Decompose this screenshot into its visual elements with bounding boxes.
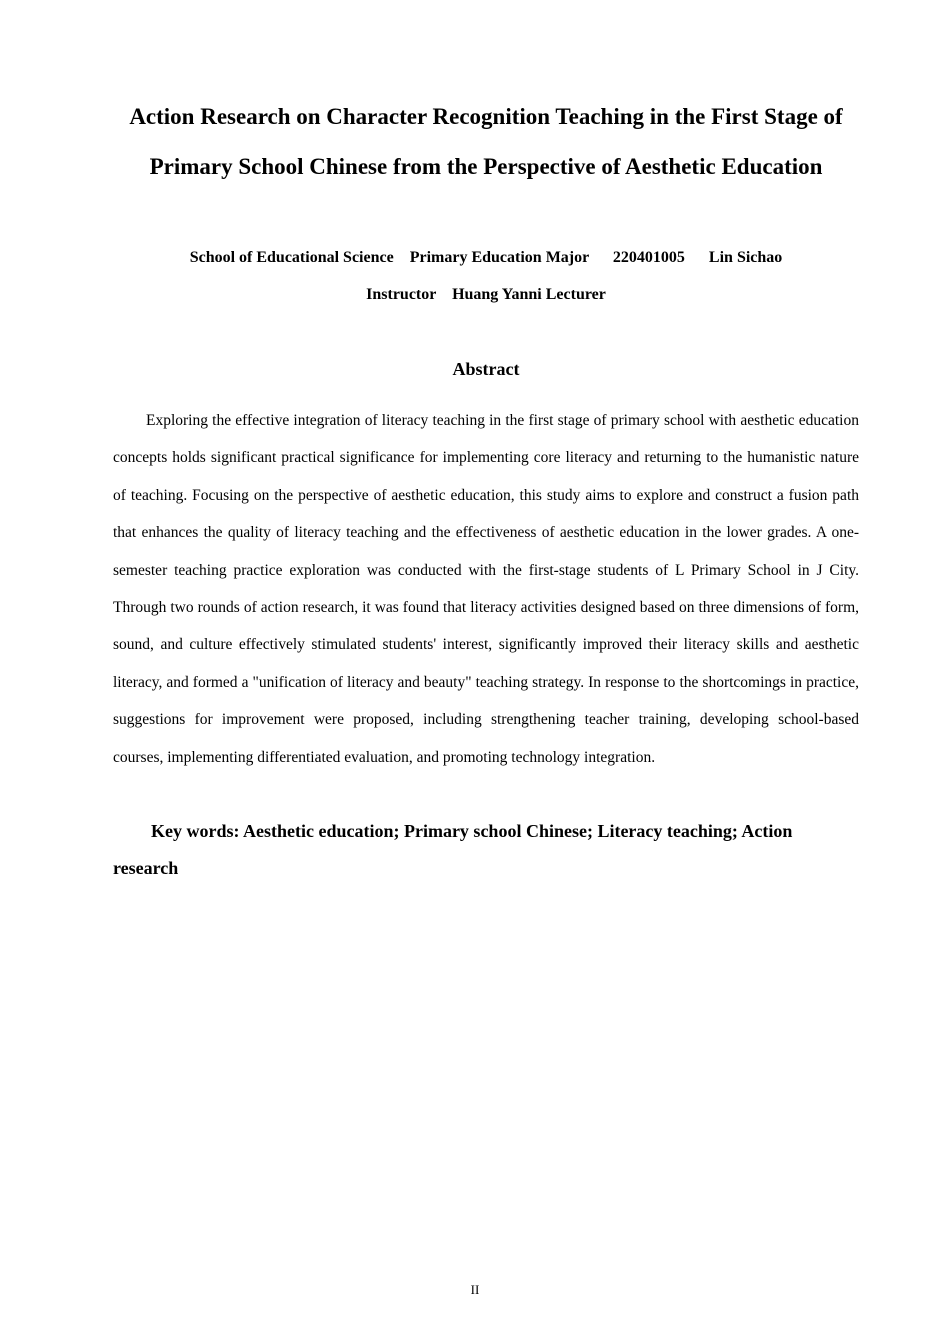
instructor-info: Instructor Huang Yanni Lecturer (366, 286, 606, 303)
paper-title-line-1: Action Research on Character Recognition Teaching in the First Stage of (129, 104, 843, 129)
keywords: Key words: Aesthetic education; Primary school Chinese; Literacy teaching; Action research (113, 821, 793, 878)
author-info: School of Educational Science Primary Education Major 220401005 Lin Sichao (189, 249, 783, 266)
paper-title-line-2: Primary School Chinese from the Perspective of Aesthetic Education (149, 154, 823, 179)
abstract-body: Exploring the effective integration of literacy teaching in the first stage of primary school with aesthetic education concepts holds significant practical significance for implementing core literacy and returning to the humanistic nature of teaching. Focusing on the perspective of aesthetic education, this study aims to explore and construct a fusion path that enhances the quality of literacy teaching and the effectiveness of aesthetic education in the lower grades. A one-semester teaching practice exploration was conducted with the first-stage students of L Primary School in J City. Through two rounds of action research, it was found that literacy activities designed based on three dimensions of form, sound, and culture effectively stimulated students' interest, significantly improved their literacy skills and aesthetic literacy, and formed a "unification of literacy and beauty" teaching strategy. In response to the shortcomings in practice, suggestions for improvement were proposed, including strengthening teacher training, developing school-based courses, implementing differentiated evaluation, and promoting technology integration. (113, 412, 859, 766)
paper-title (95, 92, 877, 192)
abstract-heading: Abstract (452, 359, 520, 379)
page-number: II (470, 1282, 480, 1297)
